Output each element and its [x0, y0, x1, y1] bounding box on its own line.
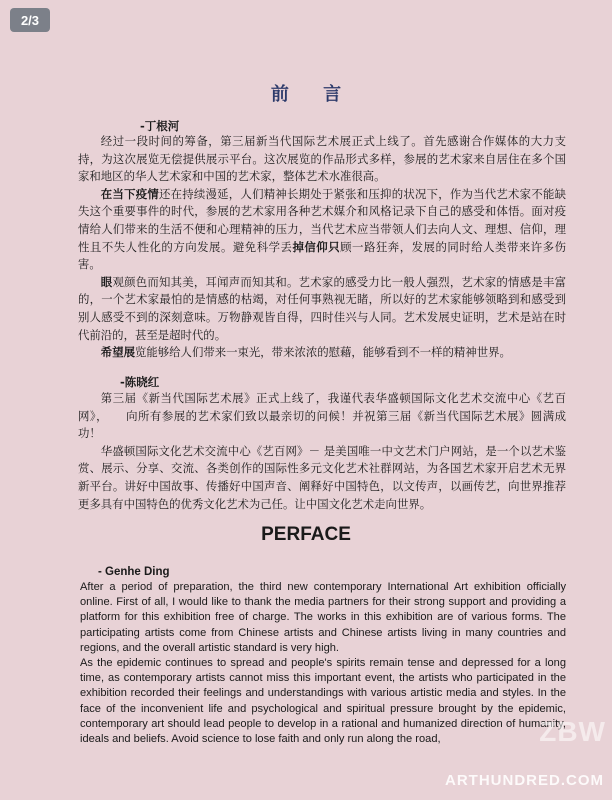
- english-paragraph-2: As the epidemic continues to spread and people's spirits remain tense and depressed for a long time, as contemporary artists cannot miss this important event, the artists who participated in the exhibition recorded their feelings and understandings with various artistic media and styles. In the face of the inconvenient life and psychological and spiritual pressure brought by the epidemic, contemporary art should lead people to develop in a rational and humanized direction of humanity, ideals and beliefs. Avoid science to lose faith and only run along the road,: [80, 657, 566, 746]
- bold-phrase: 希望展: [100, 345, 135, 360]
- text-span: 观颜色而知其美，耳闻声而知其和。艺术家的感受力比一般人强烈，艺术家的情感是丰富的，一个艺术家最怕的是情感的枯竭，对任何事熟视无睹，所以好的艺术家能够领略到和感受到别人感受不到的深刻意味。万物静观皆自得，四时佳兴与人同。艺术发展史证明，艺术是站在时代前沿的，甚至是超时代的。: [78, 274, 566, 342]
- watermark-logo: ZBW: [539, 716, 606, 747]
- bold-phrase: 在当下疫情: [100, 186, 159, 201]
- chinese-paragraph-3: [78, 274, 566, 344]
- bold-phrase: 眼: [100, 274, 113, 289]
- chinese-paragraph-4: [78, 344, 566, 362]
- watermark-text: ARTHUNDRED.COM: [445, 772, 604, 789]
- english-author: - Genhe Ding: [98, 566, 170, 578]
- chinese-author-2: -陈晓红: [120, 375, 160, 389]
- chinese-author-1: -丁根河: [140, 119, 180, 133]
- page-indicator-badge[interactable]: 2/3: [10, 8, 50, 32]
- chinese-paragraph-2: [78, 186, 566, 274]
- chinese-section-2: [78, 390, 566, 513]
- chinese-paragraph-6: 华盛顿国际文化艺术交流中心《艺百网》－ 是美国唯一中文艺术门户网站，是一个以艺术鉴赏、展示、分享、交流、各类创作的国际性多元文化艺术社群网站，为各国艺术家开启艺术无界新平台。讲好中国故事、传播好中国声音、阐释好中国特色，以文传声，以画传艺，向世界推荐更多具有中国特色的优秀文化艺术为己任。让中国文化艺术走向世界。: [78, 443, 566, 511]
- english-section: [80, 580, 566, 747]
- text-span: 还在持续漫延，人们精神长期处于紧张和压抑的状况下，作为当代艺术家不能缺失这个重要事件的时代，参展的艺术家用各种艺术媒介和风格记录下自己的感受和体悟。面对疫情给人们带来的生活不便和心理精神的压力，当代艺术应当带领人们去向人文、理想、信仰，理性且不失人性化的方向发展。避免科学丢: [78, 186, 566, 254]
- english-title: PERFACE: [261, 524, 351, 545]
- text-span: 顾一路狂奔，发展的同时给人类带来许多伤害。: [78, 239, 566, 272]
- chinese-title: 前 言: [270, 84, 356, 105]
- chinese-paragraph-5: 第三届《新当代国际艺术展》正式上线了，我谨代表华盛顿国际文化艺术交流中心《艺百网》， 向所有参展的艺术家们致以最亲切的问候！并祝第三届《新当代国际艺术展》圆满成功！: [78, 391, 566, 441]
- chinese-paragraph-1: 经过一段时间的筹备，第三届新当代国际艺术展正式上线了。首先感谢合作媒体的大力支持，为这次展览无偿提供展示平台。这次展览的作品形式多样，参展的艺术家来自居住在多个国家和地区的华人艺术家和中国的艺术家，整体艺术水准很高。: [78, 134, 566, 184]
- chinese-section-1: [78, 133, 566, 362]
- bold-phrase: 掉信仰只: [292, 239, 341, 254]
- english-paragraph-1: After a period of preparation, the third new contemporary International Art exhibition officially online. First of all, I would like to thank the media partners for their strong support and providing a platform for this exhibition free of charge. The works in this exhibition are of various forms. The participating artists come from Chinese artists and Chinese artists living in many countries and regions, and the overall artistic standard is very high.: [80, 581, 566, 654]
- text-span: 览能够给人们带来一束光，带来浓浓的慰藉，能够看到不一样的精神世界。: [134, 345, 511, 360]
